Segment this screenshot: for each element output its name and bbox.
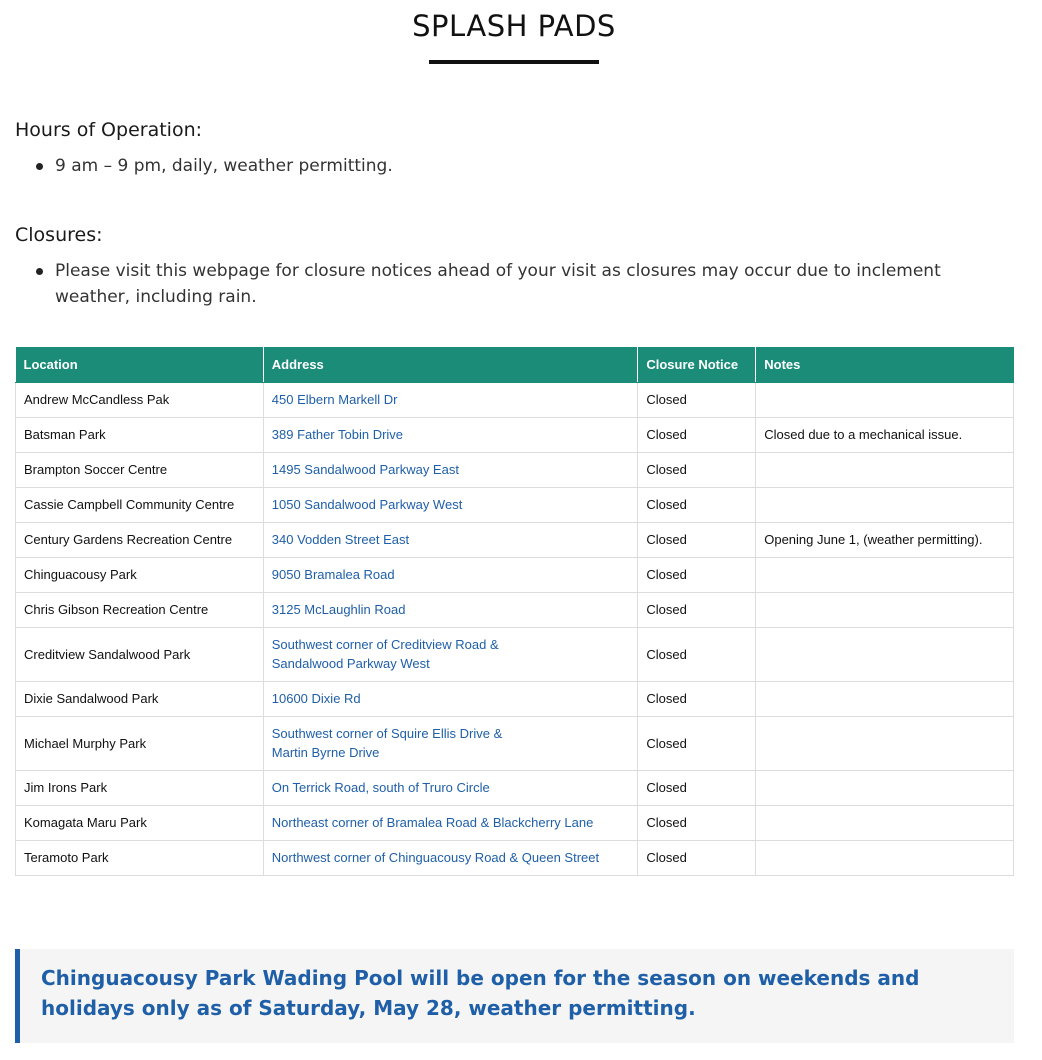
cell-notes: Closed due to a mechanical issue. <box>756 417 1014 452</box>
cell-closure: Closed <box>638 452 756 487</box>
cell-address-link[interactable]: 3125 McLaughlin Road <box>263 592 638 627</box>
cell-location: Chris Gibson Recreation Centre <box>16 592 264 627</box>
cell-notes <box>756 382 1014 417</box>
table-row <box>16 716 1014 770</box>
address-line[interactable]: Sandalwood Parkway West <box>271 656 430 671</box>
hours-list <box>15 153 1015 179</box>
wading-pool-notice <box>15 949 1014 1043</box>
closures-item: Please visit this webpage for closure notices ahead of your visit as closures may occur due to inclement weather, including rain. <box>55 258 1015 310</box>
cell-notes <box>756 681 1014 716</box>
table-row <box>16 557 1014 592</box>
cell-address-link[interactable]: 10600 Dixie Rd <box>263 681 638 716</box>
table-row <box>16 487 1014 522</box>
table-row <box>16 681 1014 716</box>
cell-location: Teramoto Park <box>16 840 264 875</box>
cell-notes <box>756 557 1014 592</box>
cell-address-link[interactable] <box>263 627 638 681</box>
table-row <box>16 417 1014 452</box>
closures-list <box>15 258 1015 310</box>
cell-closure: Closed <box>638 522 756 557</box>
header-address: Address <box>263 347 638 382</box>
closures-heading: Closures: <box>15 224 103 246</box>
cell-address-link[interactable]: 9050 Bramalea Road <box>263 557 638 592</box>
address-line[interactable]: Southwest corner of Creditview Road & <box>271 637 499 652</box>
cell-location: Michael Murphy Park <box>16 716 264 770</box>
cell-notes <box>756 592 1014 627</box>
cell-closure: Closed <box>638 382 756 417</box>
cell-closure: Closed <box>638 627 756 681</box>
cell-closure: Closed <box>638 681 756 716</box>
cell-notes <box>756 627 1014 681</box>
cell-address-link[interactable]: 1050 Sandalwood Parkway West <box>263 487 638 522</box>
cell-location: Jim Irons Park <box>16 770 264 805</box>
table-row <box>16 805 1014 840</box>
cell-location: Chinguacousy Park <box>16 557 264 592</box>
cell-closure: Closed <box>638 770 756 805</box>
cell-location: Cassie Campbell Community Centre <box>16 487 264 522</box>
header-notes: Notes <box>756 347 1014 382</box>
address-line[interactable]: Martin Byrne Drive <box>271 745 380 760</box>
cell-notes <box>756 840 1014 875</box>
cell-notes: Opening June 1, (weather permitting). <box>756 522 1014 557</box>
cell-address-link[interactable] <box>263 716 638 770</box>
table-row <box>16 592 1014 627</box>
cell-location: Brampton Soccer Centre <box>16 452 264 487</box>
cell-location: Batsman Park <box>16 417 264 452</box>
cell-closure: Closed <box>638 557 756 592</box>
cell-notes <box>756 716 1014 770</box>
cell-notes <box>756 770 1014 805</box>
table-row <box>16 627 1014 681</box>
cell-address-link[interactable]: 340 Vodden Street East <box>263 522 638 557</box>
cell-location: Komagata Maru Park <box>16 805 264 840</box>
table-row <box>16 452 1014 487</box>
header-closure-notice: Closure Notice <box>638 347 756 382</box>
cell-location: Andrew McCandless Pak <box>16 382 264 417</box>
table-header-row <box>16 347 1014 382</box>
table-row <box>16 522 1014 557</box>
hours-heading: Hours of Operation: <box>15 119 203 141</box>
table-row <box>16 840 1014 875</box>
hours-item: 9 am – 9 pm, daily, weather permitting. <box>55 153 1015 179</box>
cell-address-link[interactable]: Northwest corner of Chinguacousy Road & Queen Street <box>263 840 638 875</box>
cell-closure: Closed <box>638 487 756 522</box>
cell-address-link[interactable]: 1495 Sandalwood Parkway East <box>263 452 638 487</box>
cell-notes <box>756 805 1014 840</box>
notice-text: Chinguacousy Park Wading Pool will be open for the season on weekends and holidays only as of Saturday, May 28, weather permitting. <box>41 966 920 1020</box>
cell-address-link[interactable]: On Terrick Road, south of Truro Circle <box>263 770 638 805</box>
cell-address-link[interactable]: Northeast corner of Bramalea Road & Blackcherry Lane <box>263 805 638 840</box>
cell-location: Dixie Sandalwood Park <box>16 681 264 716</box>
splash-pad-table <box>15 347 1014 876</box>
cell-closure: Closed <box>638 840 756 875</box>
page-title: SPLASH PADS <box>412 9 616 43</box>
cell-closure: Closed <box>638 417 756 452</box>
cell-closure: Closed <box>638 805 756 840</box>
title-underline <box>429 60 599 64</box>
cell-address-link[interactable]: 450 Elbern Markell Dr <box>263 382 638 417</box>
header-location: Location <box>16 347 264 382</box>
cell-location: Creditview Sandalwood Park <box>16 627 264 681</box>
cell-closure: Closed <box>638 592 756 627</box>
cell-address-link[interactable]: 389 Father Tobin Drive <box>263 417 638 452</box>
cell-notes <box>756 452 1014 487</box>
table-row <box>16 770 1014 805</box>
address-line[interactable]: Southwest corner of Squire Ellis Drive & <box>271 726 503 741</box>
table-row <box>16 382 1014 417</box>
cell-location: Century Gardens Recreation Centre <box>16 522 264 557</box>
cell-closure: Closed <box>638 716 756 770</box>
cell-notes <box>756 487 1014 522</box>
